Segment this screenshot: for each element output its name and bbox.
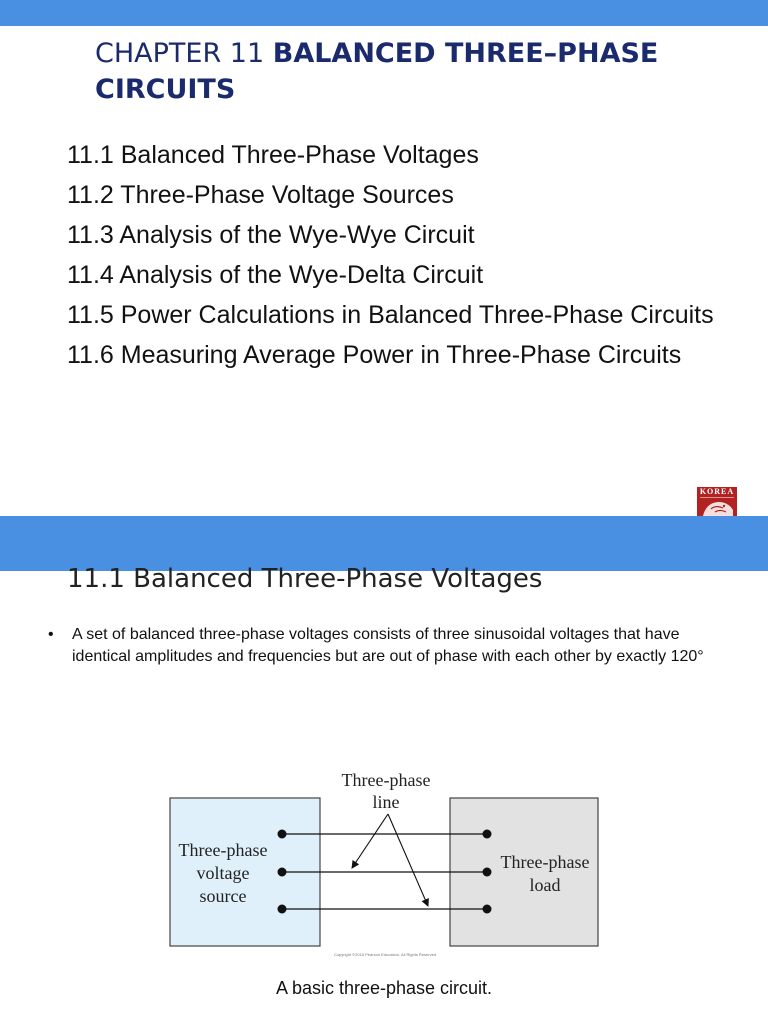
source-label: source (199, 886, 247, 906)
toc-item: 11.1 Balanced Three-Phase Voltages (67, 141, 479, 169)
korea-university-logo (697, 487, 737, 516)
three-phase-circuit-figure (162, 766, 608, 962)
slide-balanced-voltages (0, 516, 768, 1024)
logo-text: KOREA (699, 487, 735, 496)
terminal-dot (278, 905, 287, 914)
terminal-dot (278, 830, 287, 839)
section-title: 11.1 Balanced Three-Phase Voltages (67, 564, 543, 594)
bullet-text: A set of balanced three-phase voltages consists of three sinusoidal voltages that have identical amplitudes and frequencies but are out of phase with each other by exactly 120° (72, 626, 704, 665)
pointer-arrow (388, 814, 428, 906)
toc-item: 11.2 Three-Phase Voltage Sources (67, 181, 454, 209)
copyright-notice: Copyright ©2015 Pearson Education, All Rights Reserved (333, 952, 437, 957)
terminal-dot (278, 868, 287, 877)
bullet-glyph: • (48, 626, 54, 643)
top-accent-bar (0, 0, 768, 26)
terminal-dot (483, 868, 492, 877)
line-label: Three-phase (341, 770, 431, 790)
chapter-label: CHAPTER 11 (95, 38, 273, 69)
terminal-dot (483, 830, 492, 839)
source-label: Three-phase (178, 840, 268, 860)
load-label: load (529, 875, 561, 895)
chapter-title-text: BALANCED THREE–PHASE CIRCUITS (95, 38, 659, 105)
line-label: line (372, 792, 400, 812)
bullet-list (46, 624, 726, 668)
terminal-dot (483, 905, 492, 914)
toc-item: 11.4 Analysis of the Wye-Delta Circuit (67, 261, 484, 289)
load-label: Three-phase (500, 852, 590, 872)
table-of-contents (67, 138, 727, 378)
toc-item: 11.5 Power Calculations in Balanced Three-Phase Circuits (67, 301, 714, 329)
source-label: voltage (196, 863, 250, 883)
chapter-title (95, 36, 735, 108)
three-phase-circuit-diagram (162, 766, 608, 962)
toc-item: 11.6 Measuring Average Power in Three-Phase Circuits (67, 341, 682, 369)
toc-item: 11.3 Analysis of the Wye-Wye Circuit (67, 221, 475, 249)
bullet-item (46, 624, 726, 668)
pointer-arrow (352, 814, 388, 868)
figure-caption: A basic three-phase circuit. (275, 978, 493, 998)
